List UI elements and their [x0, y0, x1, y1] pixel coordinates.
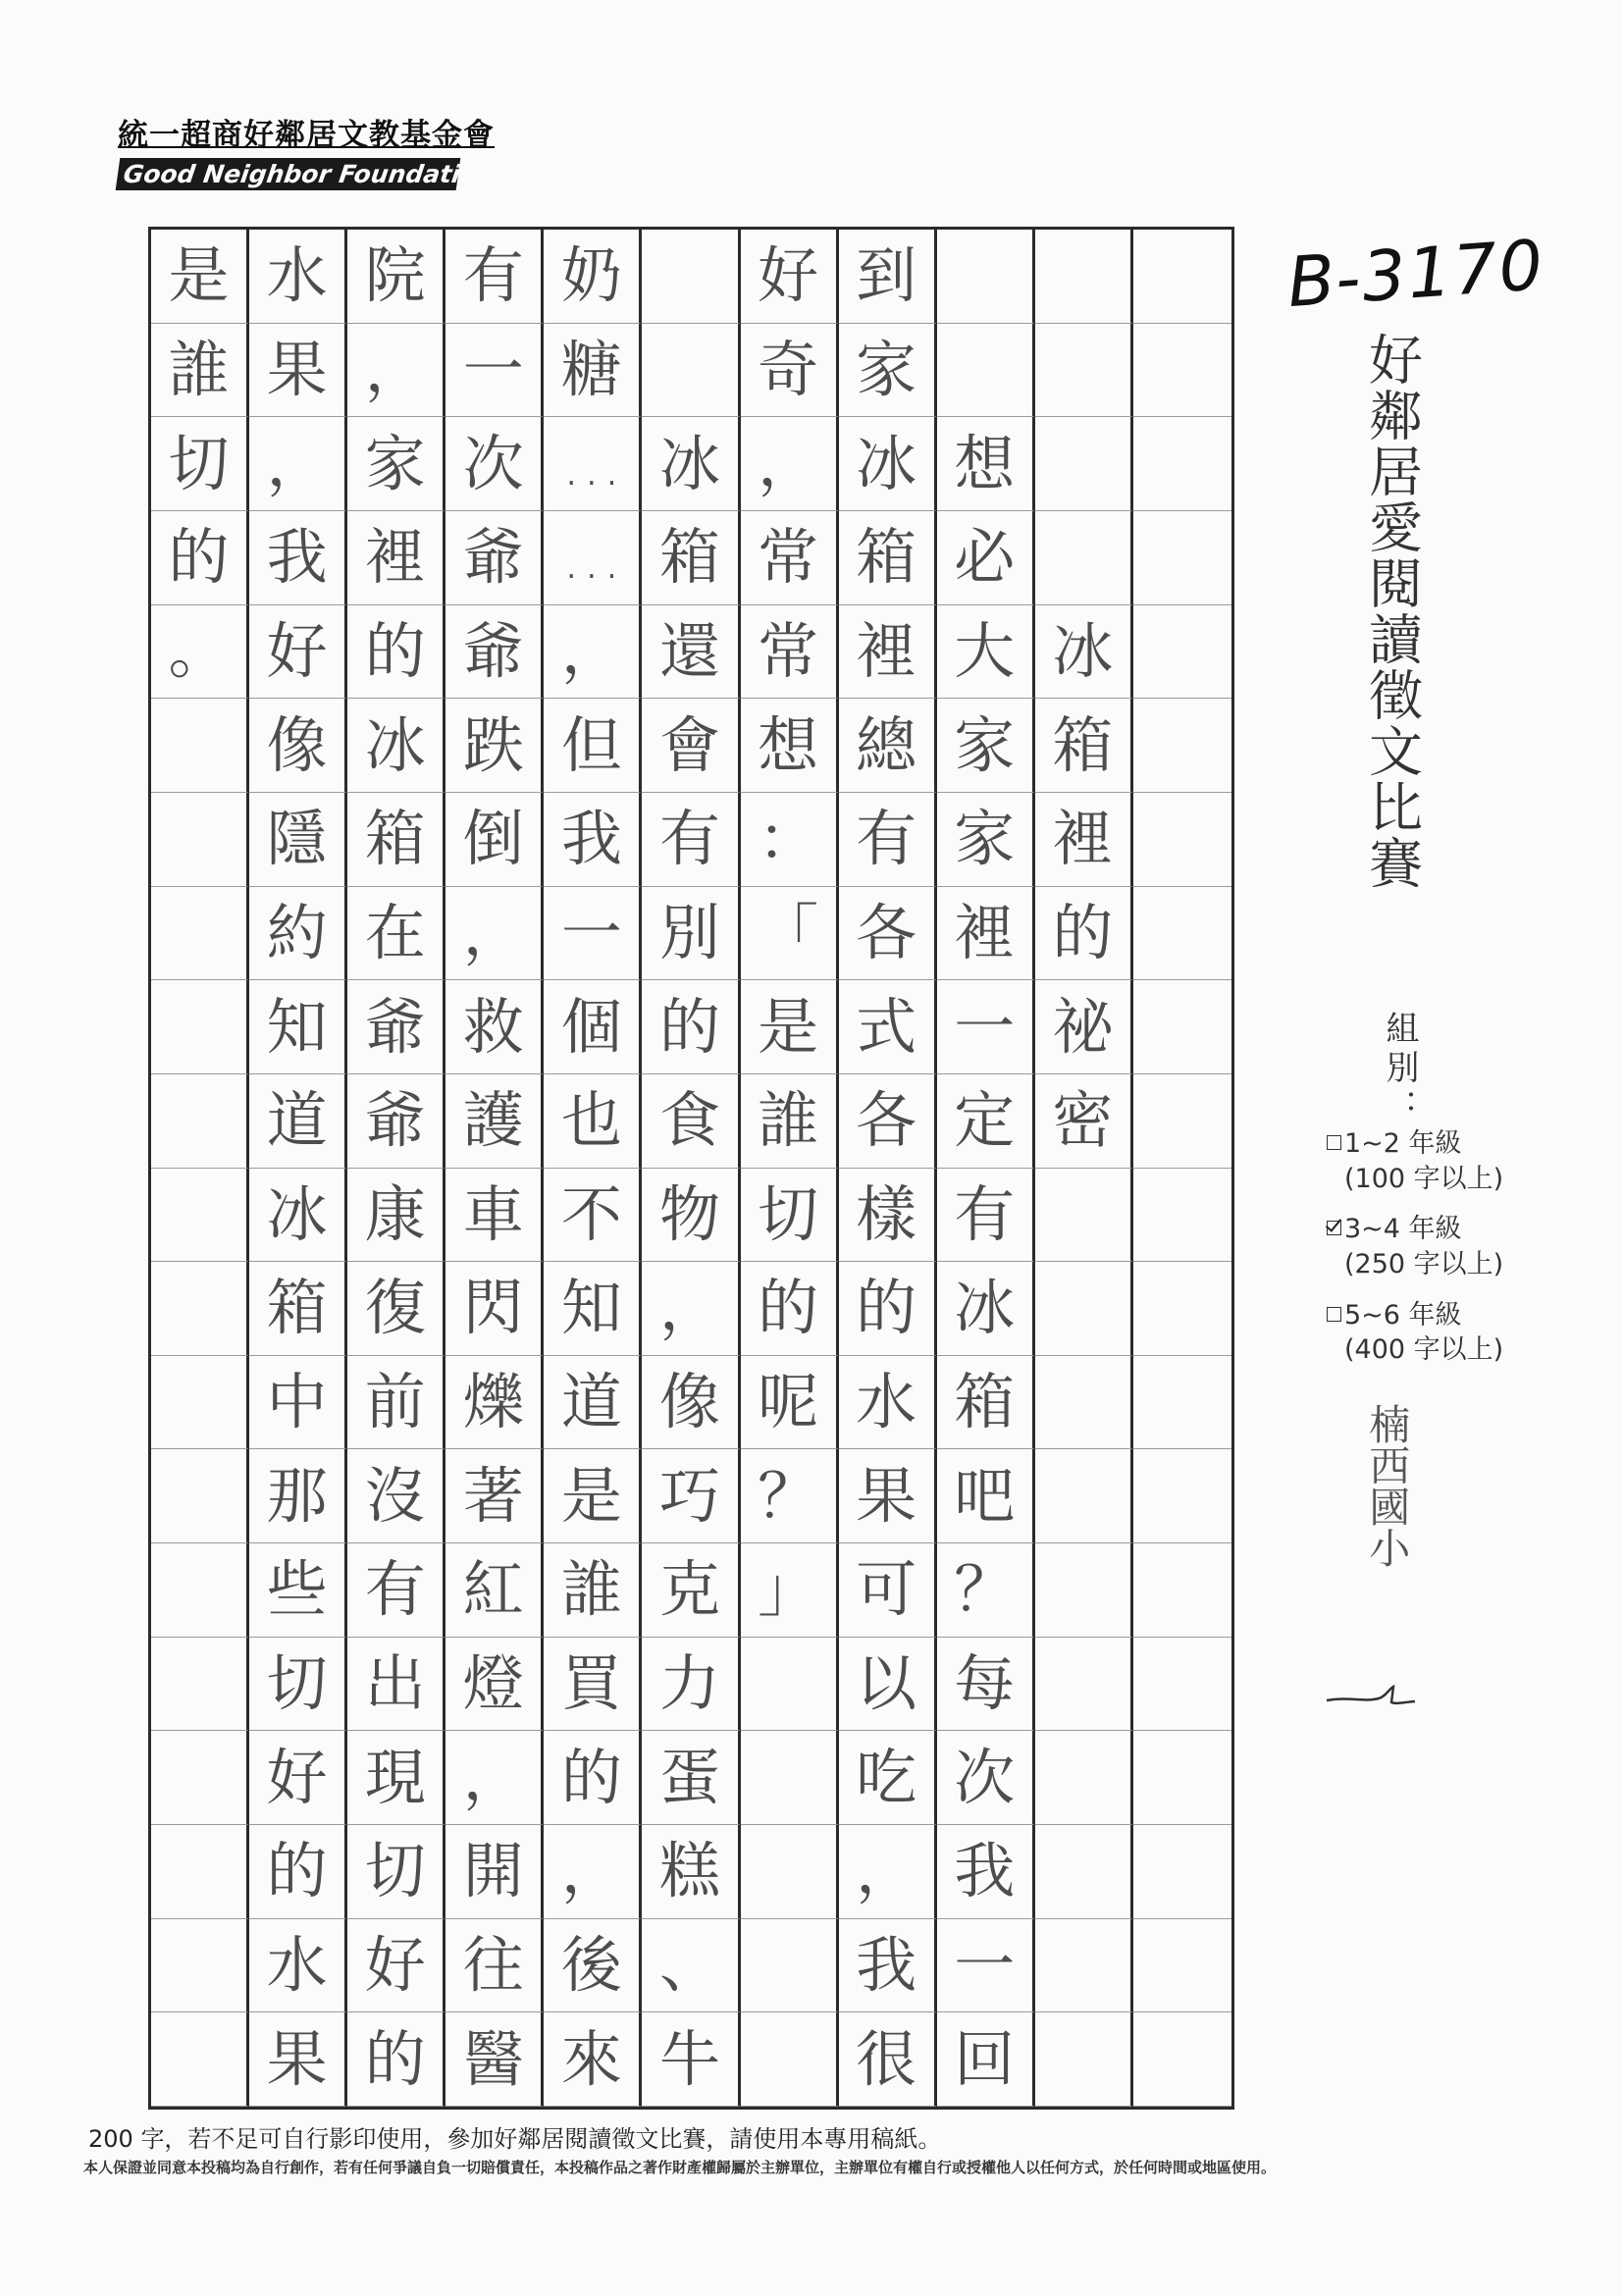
grid-cell: 也	[544, 1074, 642, 1169]
grid-cell: 知	[249, 980, 347, 1074]
grid-cell	[1133, 1074, 1231, 1169]
grid-cell	[1133, 511, 1231, 605]
grid-cell: 好	[347, 1919, 445, 2013]
grid-cell: 像	[249, 699, 347, 793]
grid-cell: 院	[347, 230, 445, 324]
grid-cell: 家	[937, 793, 1035, 887]
grid-cell: 裡	[937, 887, 1035, 981]
grid-cell: ？	[741, 1449, 839, 1543]
grid-cell: 道	[249, 1074, 347, 1169]
grid-cell	[1133, 324, 1231, 418]
grid-cell: 式	[839, 980, 937, 1074]
grid-cell: 在	[347, 887, 445, 981]
grid-cell: 別	[642, 887, 740, 981]
grid-cell: 前	[347, 1356, 445, 1450]
grid-cell: 力	[642, 1638, 740, 1732]
grid-cell: 的	[347, 605, 445, 700]
grid-cell	[151, 1169, 249, 1263]
grid-cell	[1133, 2012, 1231, 2107]
grid-cell: 像	[642, 1356, 740, 1450]
grid-cell	[1035, 1919, 1133, 2013]
requirement-text: (100 字以上)	[1344, 1163, 1504, 1194]
grid-cell: 家	[839, 324, 937, 418]
grade-text: 3~4 年級	[1344, 1214, 1462, 1245]
grid-cell: 奶	[544, 230, 642, 324]
grid-cell	[1133, 793, 1231, 887]
grid-cell: 箱	[642, 511, 740, 605]
grid-cell: 出	[347, 1638, 445, 1732]
grid-cell: ，	[839, 1825, 937, 1919]
grid-cell: 冰	[347, 699, 445, 793]
grid-cell: 救	[445, 980, 544, 1074]
grid-cell: 切	[741, 1169, 839, 1263]
grade-group-option[interactable]	[1327, 1298, 1592, 1368]
grid-cell: 常	[741, 605, 839, 700]
grid-cell: 爺	[445, 605, 544, 700]
grid-cell: 一	[937, 1919, 1035, 2013]
grid-cell	[1035, 324, 1133, 418]
grid-cell: 各	[839, 887, 937, 981]
grid-cell	[151, 1356, 249, 1450]
grid-cell: ，	[544, 605, 642, 700]
grid-cell: 往	[445, 1919, 544, 2013]
grid-cell: 好	[741, 230, 839, 324]
grid-cell: 箱	[1035, 699, 1133, 793]
grid-cell: 誰	[741, 1074, 839, 1169]
grid-cell: 閃	[445, 1262, 544, 1356]
grid-cell: …	[544, 511, 642, 605]
group-label: 組別：	[1380, 1011, 1419, 1128]
grid-cell	[151, 699, 249, 793]
logo-chinese-name: 統一超商好鄰居文教基金會	[118, 118, 495, 153]
grid-cell: 切	[347, 1825, 445, 1919]
grid-cell: 著	[445, 1449, 544, 1543]
grid-cell	[151, 1262, 249, 1356]
grid-cell: 一	[937, 980, 1035, 1074]
grid-cell	[151, 793, 249, 887]
grid-cell: 是	[544, 1449, 642, 1543]
grid-cell: 水	[249, 1919, 347, 2013]
grid-cell	[1035, 1449, 1133, 1543]
grid-cell	[151, 980, 249, 1074]
grid-cell: 、	[642, 1919, 740, 2013]
grid-cell: 護	[445, 1074, 544, 1169]
logo-english-name: Good Neighbor Foundation	[116, 158, 461, 190]
grid-cell: ，	[741, 417, 839, 511]
grid-cell: 「	[741, 887, 839, 981]
manuscript-grid	[148, 227, 1234, 2110]
grid-cell: 知	[544, 1262, 642, 1356]
grid-cell: 還	[642, 605, 740, 700]
grid-cell: 切	[151, 417, 249, 511]
grade-groups	[1327, 1126, 1592, 1383]
grade-text: 1~2 年級	[1344, 1128, 1462, 1159]
grid-cell: 家	[347, 417, 445, 511]
grid-cell: 祕	[1035, 980, 1133, 1074]
grid-cell: 糕	[642, 1825, 740, 1919]
grid-cell	[151, 1919, 249, 2013]
grid-cell: 我	[249, 511, 347, 605]
checkbox-icon[interactable]	[1327, 1135, 1341, 1150]
grid-cell: 車	[445, 1169, 544, 1263]
grid-cell: 好	[249, 605, 347, 700]
grid-cell: 隱	[249, 793, 347, 887]
grid-cell: 有	[839, 793, 937, 887]
grid-cell: 巧	[642, 1449, 740, 1543]
grid-cell	[1035, 1169, 1133, 1263]
grid-cell: 牛	[642, 2012, 740, 2107]
grid-cell	[642, 324, 740, 418]
grade-group-option[interactable]	[1327, 1212, 1592, 1281]
grid-cell: 家	[937, 699, 1035, 793]
grid-cell: 食	[642, 1074, 740, 1169]
grid-cell: 回	[937, 2012, 1035, 2107]
grid-cell: 爍	[445, 1356, 544, 1450]
grid-cell: 箱	[249, 1262, 347, 1356]
requirement-text: (250 字以上)	[1344, 1248, 1504, 1279]
contest-title: 好鄰居愛閱讀徵文比賽	[1360, 332, 1423, 891]
grid-cell: 的	[151, 511, 249, 605]
checkbox-checked-icon[interactable]	[1327, 1221, 1341, 1235]
grid-cell: 冰	[839, 417, 937, 511]
grid-cell	[1035, 1825, 1133, 1919]
grid-cell	[1035, 511, 1133, 605]
grid-cell: 物	[642, 1169, 740, 1263]
grid-cell: 到	[839, 230, 937, 324]
grid-cell: 冰	[642, 417, 740, 511]
grid-cell	[1133, 1638, 1231, 1732]
grid-cell	[1035, 417, 1133, 511]
grid-cell: 吃	[839, 1731, 937, 1825]
grid-cell	[1133, 417, 1231, 511]
grid-cell	[1035, 1731, 1133, 1825]
grid-cell	[1035, 1543, 1133, 1638]
grid-cell: 裡	[347, 511, 445, 605]
requirement-text: (400 字以上)	[1344, 1334, 1504, 1366]
grid-cell: 定	[937, 1074, 1035, 1169]
grid-cell: …	[544, 417, 642, 511]
grid-cell	[937, 230, 1035, 324]
grid-cell: 。	[151, 605, 249, 700]
grade-group-option[interactable]	[1327, 1126, 1592, 1196]
grid-cell: 呢	[741, 1356, 839, 1450]
grid-cell: 但	[544, 699, 642, 793]
grid-cell	[1035, 1356, 1133, 1450]
grid-cell: 箱	[347, 793, 445, 887]
grid-cell: 密	[1035, 1074, 1133, 1169]
grid-cell	[151, 1074, 249, 1169]
grid-cell: 道	[544, 1356, 642, 1450]
grid-cell: 常	[741, 511, 839, 605]
grid-cell: 是	[741, 980, 839, 1074]
grid-cell: 總	[839, 699, 937, 793]
grid-cell: 好	[249, 1731, 347, 1825]
grid-cell: 爺	[347, 980, 445, 1074]
grid-cell	[741, 1825, 839, 1919]
grid-cell: 奇	[741, 324, 839, 418]
grid-cell	[151, 887, 249, 981]
grid-cell: 果	[249, 324, 347, 418]
grid-cell	[1133, 1169, 1231, 1263]
grid-cell: 爺	[347, 1074, 445, 1169]
grid-cell: 蛋	[642, 1731, 740, 1825]
grid-cell: ，	[445, 1731, 544, 1825]
grid-cell: ，	[642, 1262, 740, 1356]
grid-cell	[1035, 230, 1133, 324]
grid-cell: 的	[347, 2012, 445, 2107]
grid-cell: 倒	[445, 793, 544, 887]
grid-cell: 康	[347, 1169, 445, 1263]
grade-text: 5~6 年級	[1344, 1299, 1462, 1331]
grid-cell: 有	[642, 793, 740, 887]
grid-cell	[1133, 1356, 1231, 1450]
grid-cell: 大	[937, 605, 1035, 700]
grid-cell: 的	[1035, 887, 1133, 981]
grid-cell: 來	[544, 2012, 642, 2107]
grid-cell: 買	[544, 1638, 642, 1732]
grid-cell: 吧	[937, 1449, 1035, 1543]
grid-cell: 很	[839, 2012, 937, 2107]
grid-cell	[1133, 1731, 1231, 1825]
grid-cell: 裡	[1035, 793, 1133, 887]
grid-cell	[937, 324, 1035, 418]
grid-cell: 紅	[445, 1543, 544, 1638]
grid-cell: 一	[544, 887, 642, 981]
grid-cell	[1133, 1825, 1231, 1919]
grid-cell: 冰	[1035, 605, 1133, 700]
grid-cell: ，	[347, 324, 445, 418]
grid-cell: 裡	[839, 605, 937, 700]
grid-cell: 爺	[445, 511, 544, 605]
grid-cell	[1133, 1543, 1231, 1638]
submission-code: B-3170	[1284, 224, 1547, 324]
school-name: 楠西國小	[1363, 1403, 1412, 1568]
grid-cell: ？	[937, 1543, 1035, 1638]
grid-cell: 有	[937, 1169, 1035, 1263]
grid-cell	[151, 1731, 249, 1825]
grid-cell	[151, 1543, 249, 1638]
grid-cell: 的	[741, 1262, 839, 1356]
grid-cell	[741, 1638, 839, 1732]
grid-cell: 我	[937, 1825, 1035, 1919]
grid-cell: 些	[249, 1543, 347, 1638]
grid-cell: 約	[249, 887, 347, 981]
grid-cell: 每	[937, 1638, 1035, 1732]
grid-cell: 後	[544, 1919, 642, 2013]
grid-cell	[1133, 980, 1231, 1074]
grid-cell: 想	[741, 699, 839, 793]
grid-cell: 糖	[544, 324, 642, 418]
grid-cell	[151, 2012, 249, 2107]
grid-cell: ，	[544, 1825, 642, 1919]
grid-cell: 各	[839, 1074, 937, 1169]
grid-cell	[151, 1449, 249, 1543]
grid-cell: 的	[642, 980, 740, 1074]
grid-cell	[1133, 230, 1231, 324]
grid-cell: 一	[445, 324, 544, 418]
grid-cell	[151, 1638, 249, 1732]
grid-cell	[1133, 887, 1231, 981]
grid-cell: 水	[249, 230, 347, 324]
grid-cell	[1133, 699, 1231, 793]
grid-cell: 醫	[445, 2012, 544, 2107]
grid-cell: 是	[151, 230, 249, 324]
grid-cell: 的	[839, 1262, 937, 1356]
grid-cell: 必	[937, 511, 1035, 605]
grid-cell	[741, 1731, 839, 1825]
grid-cell: 有	[445, 230, 544, 324]
grid-cell: 有	[347, 1543, 445, 1638]
grid-cell: 可	[839, 1543, 937, 1638]
grid-cell: 開	[445, 1825, 544, 1919]
grid-cell	[1133, 1449, 1231, 1543]
grid-cell: 中	[249, 1356, 347, 1450]
grid-cell	[1133, 1262, 1231, 1356]
grid-cell: 復	[347, 1262, 445, 1356]
grid-cell: 果	[249, 2012, 347, 2107]
grid-cell	[1133, 605, 1231, 700]
grid-cell: ，	[445, 887, 544, 981]
grid-cell	[151, 1825, 249, 1919]
grid-cell: 那	[249, 1449, 347, 1543]
grid-cell: ，	[249, 417, 347, 511]
signature-mark	[1325, 1683, 1418, 1710]
grid-cell	[741, 1919, 839, 2013]
grid-cell	[741, 2012, 839, 2107]
grid-cell	[1133, 1919, 1231, 2013]
grid-cell: 切	[249, 1638, 347, 1732]
grid-cell: 次	[937, 1731, 1035, 1825]
grid-cell: 樣	[839, 1169, 937, 1263]
checkbox-icon[interactable]	[1327, 1307, 1341, 1322]
grid-cell: 的	[544, 1731, 642, 1825]
grid-cell: 克	[642, 1543, 740, 1638]
grid-cell: 誰	[544, 1543, 642, 1638]
grid-cell: 不	[544, 1169, 642, 1263]
grid-cell: 以	[839, 1638, 937, 1732]
grid-cell: 我	[544, 793, 642, 887]
grid-cell: 誰	[151, 324, 249, 418]
grid-cell: 會	[642, 699, 740, 793]
grid-cell: 想	[937, 417, 1035, 511]
grid-cell: 冰	[249, 1169, 347, 1263]
footer-disclaimer: 本人保證並同意本投稿均為自行創作，若有任何爭議自負一切賠償責任，本投稿作品之著作財產權歸屬於主辦單位，主辦單位有權自行或授權他人以任何方式，於任何時間或地區使用。	[83, 2159, 1277, 2176]
grid-cell: 次	[445, 417, 544, 511]
grid-cell: 箱	[839, 511, 937, 605]
grid-cell: 箱	[937, 1356, 1035, 1450]
grid-cell: 水	[839, 1356, 937, 1450]
grid-cell: 燈	[445, 1638, 544, 1732]
footer-note: 200 字，若不足可自行影印使用，參加好鄰居閱讀徵文比賽，請使用本專用稿紙。	[88, 2125, 942, 2153]
foundation-logo	[118, 110, 497, 190]
grid-cell: 」	[741, 1543, 839, 1638]
grid-cell	[642, 230, 740, 324]
grid-cell	[1035, 1262, 1133, 1356]
grid-cell: 的	[249, 1825, 347, 1919]
grid-cell: 個	[544, 980, 642, 1074]
grid-cell: 跌	[445, 699, 544, 793]
grid-cell: 冰	[937, 1262, 1035, 1356]
grid-cell	[1035, 1638, 1133, 1732]
grid-cell: 現	[347, 1731, 445, 1825]
grid-cell: 我	[839, 1919, 937, 2013]
grid-cell: 果	[839, 1449, 937, 1543]
grid-cell: 沒	[347, 1449, 445, 1543]
grid-cell	[1035, 2012, 1133, 2107]
grid-cell: ：	[741, 793, 839, 887]
